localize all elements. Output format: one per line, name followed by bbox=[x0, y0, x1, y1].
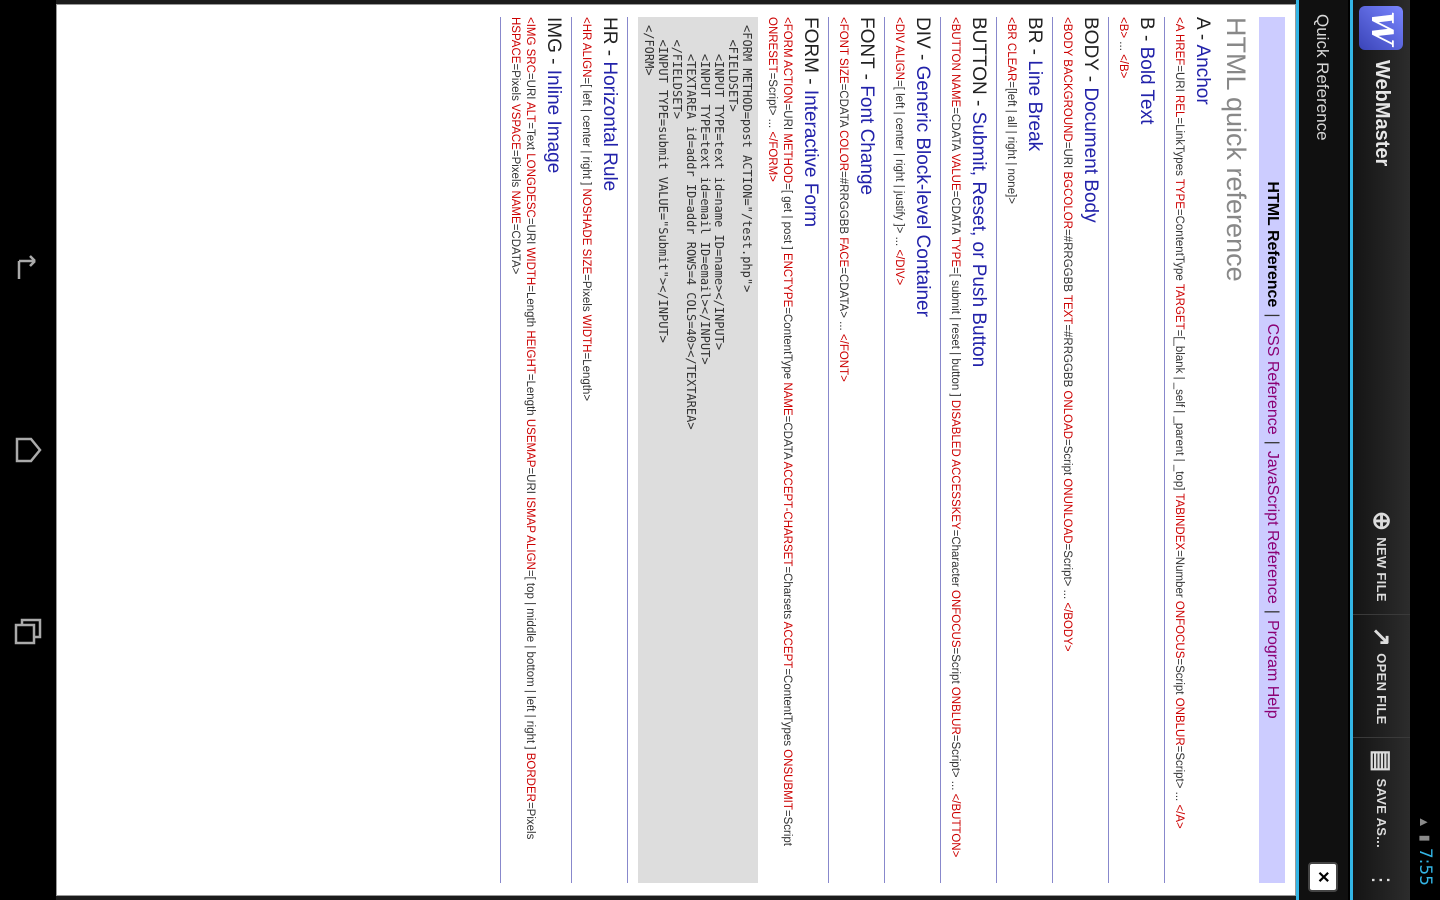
syntax-tag: <A bbox=[1173, 17, 1185, 31]
entry-title bbox=[1023, 17, 1045, 883]
entry-title bbox=[598, 17, 620, 883]
syntax-attribute: COLOR bbox=[837, 130, 849, 172]
nav-separator: | bbox=[1264, 609, 1281, 614]
entry-description: Horizontal Rule bbox=[599, 61, 620, 192]
syntax-attribute: REL bbox=[1173, 94, 1185, 118]
entry-syntax bbox=[1115, 17, 1130, 883]
syntax-attribute: ALIGN bbox=[893, 42, 905, 80]
syntax-tag: </BODY> bbox=[1061, 602, 1073, 652]
save-as-button[interactable] bbox=[1353, 737, 1410, 860]
syntax-tag: </FORM> bbox=[766, 131, 778, 182]
entry-title bbox=[967, 17, 989, 883]
entry-description: Line Break bbox=[1024, 60, 1045, 152]
syntax-value: =URI bbox=[524, 72, 536, 103]
syntax-value: =URI bbox=[1173, 65, 1185, 95]
action-bar bbox=[1350, 0, 1410, 900]
syntax-value: =CDATA bbox=[949, 107, 961, 154]
entry-dash: - bbox=[856, 68, 877, 86]
syntax-value: =CDATA> bbox=[509, 223, 521, 275]
entry-description: Document Body bbox=[1080, 87, 1101, 223]
reference-entry-a bbox=[1164, 17, 1220, 883]
syntax-value: =URI bbox=[1061, 141, 1073, 172]
entry-tag: FORM bbox=[800, 17, 821, 73]
syntax-attribute: SRC bbox=[524, 45, 536, 73]
syntax-attribute: VSPACE bbox=[509, 104, 521, 150]
syntax-value: =Script bbox=[1173, 658, 1185, 698]
syntax-value: =Length bbox=[524, 373, 536, 419]
syntax-attribute: WIDTH bbox=[580, 314, 592, 353]
entry-dash: - bbox=[912, 48, 933, 66]
app-logo-icon: W bbox=[1360, 6, 1404, 50]
syntax-tag: <B> bbox=[1117, 17, 1129, 39]
entry-title bbox=[1191, 17, 1213, 883]
syntax-tag: <IMG bbox=[524, 17, 536, 46]
syntax-attribute: ONUNLOAD bbox=[1061, 478, 1073, 544]
syntax-tag: <FONT bbox=[837, 17, 849, 55]
entry-syntax bbox=[947, 17, 962, 883]
open-file-label: OPEN FILE bbox=[1374, 653, 1389, 725]
syntax-attribute: ISMAP ALIGN bbox=[524, 497, 536, 570]
syntax-value: =[ left | center | right ] bbox=[580, 77, 592, 189]
syntax-value: =Script bbox=[949, 647, 961, 687]
syntax-value: =Script bbox=[781, 809, 793, 847]
reference-entry-img bbox=[500, 17, 571, 883]
entry-tag: A bbox=[1192, 17, 1213, 29]
syntax-tag: <BODY bbox=[1061, 17, 1073, 57]
syntax-value: =ContentTypes bbox=[781, 668, 793, 750]
syntax-value: =[ get | post ] bbox=[781, 183, 793, 253]
syntax-attribute: NAME bbox=[781, 382, 793, 416]
syntax-value: =Charsets bbox=[781, 566, 793, 622]
app-title: WebMaster bbox=[1371, 60, 1393, 167]
syntax-attribute: ACTION bbox=[781, 57, 793, 104]
nav-link-program-help[interactable]: Program Help bbox=[1264, 619, 1281, 719]
entry-tag: IMG bbox=[543, 17, 564, 53]
syntax-attribute: ACCEPT-CHARSET bbox=[781, 461, 793, 567]
syntax-attribute: ENCTYPE bbox=[781, 252, 793, 308]
reference-entry-b bbox=[1108, 17, 1164, 883]
action-buttons bbox=[1353, 499, 1410, 900]
entry-syntax bbox=[578, 17, 593, 883]
reference-entry-form bbox=[627, 17, 828, 883]
reference-entry-br bbox=[996, 17, 1052, 883]
entry-title bbox=[1079, 17, 1101, 883]
entry-syntax bbox=[1059, 17, 1074, 883]
syntax-attribute: DISABLED ACCESSKEY bbox=[949, 399, 961, 530]
syntax-value: =URI bbox=[781, 103, 793, 134]
syntax-attribute: TEXT bbox=[1061, 294, 1073, 325]
entry-dash: - bbox=[1080, 70, 1101, 88]
syntax-value: =CDATA bbox=[949, 190, 961, 237]
status-clock: 7:55 bbox=[1415, 847, 1435, 886]
entry-description: Anchor bbox=[1192, 44, 1213, 105]
syntax-value: =Script> ... bbox=[1061, 543, 1073, 603]
syntax-attribute: NAME bbox=[509, 190, 521, 224]
syntax-tag: </BUTTON> bbox=[949, 793, 961, 858]
entry-dash: - bbox=[800, 72, 821, 90]
recent-apps-icon[interactable] bbox=[8, 612, 48, 652]
reference-entries bbox=[500, 5, 1220, 895]
open-file-button[interactable] bbox=[1353, 614, 1410, 737]
syntax-tag: <BR bbox=[1005, 17, 1017, 40]
reference-entry-font bbox=[828, 17, 884, 883]
syntax-value: =[_blank | _self | _parent | _top] bbox=[1173, 329, 1185, 494]
syntax-value: =Length> bbox=[580, 352, 592, 402]
syntax-tag: <BUTTON bbox=[949, 17, 961, 71]
syntax-value: =[left | all | right | none]> bbox=[1005, 81, 1017, 205]
syntax-tag: <FORM bbox=[781, 17, 793, 58]
entry-syntax bbox=[1171, 17, 1186, 883]
syntax-tag: </FONT> bbox=[837, 333, 849, 382]
close-button[interactable]: × bbox=[1308, 862, 1338, 892]
syntax-value: =URI bbox=[524, 217, 536, 248]
syntax-attribute: HSPACE bbox=[509, 17, 521, 64]
syntax-value: =#RRGGBB bbox=[1061, 228, 1073, 295]
entry-tag: BUTTON bbox=[968, 17, 989, 95]
home-icon[interactable] bbox=[8, 430, 48, 470]
syntax-attribute: SIZE bbox=[837, 54, 849, 84]
syntax-attribute: BACKGROUND bbox=[1061, 56, 1073, 142]
syntax-attribute: ONRESET bbox=[766, 17, 778, 73]
nav-separator: | bbox=[1264, 313, 1281, 318]
syntax-value: =Character bbox=[949, 529, 961, 591]
syntax-value: =[ submit | reset | button ] bbox=[949, 267, 961, 400]
syntax-tag: </A> bbox=[1173, 804, 1185, 829]
save-as-label: SAVE AS... bbox=[1374, 778, 1389, 848]
entry-tag: DIV bbox=[912, 17, 933, 49]
syntax-attribute: TYPE bbox=[1173, 178, 1185, 209]
syntax-value: =Length bbox=[524, 285, 536, 331]
reference-webview[interactable] bbox=[56, 4, 1296, 896]
entry-title bbox=[799, 17, 821, 883]
nav-link-javascript[interactable]: JavaScript Reference bbox=[1264, 450, 1281, 604]
syntax-attribute: VALUE bbox=[949, 153, 961, 191]
syntax-value: =Pixels bbox=[524, 801, 536, 840]
dialog-title: Quick Reference bbox=[1313, 14, 1332, 141]
syntax-value: =CDATA bbox=[781, 415, 793, 462]
entry-syntax bbox=[835, 17, 850, 883]
reference-entry-hr bbox=[571, 17, 627, 883]
plus-circle-icon: ⊕ bbox=[1368, 510, 1396, 532]
dialog-header bbox=[1296, 0, 1348, 900]
syntax-value: =ContentType bbox=[1173, 208, 1185, 284]
nav-link-css[interactable]: CSS Reference bbox=[1264, 323, 1281, 435]
entry-tag: HR bbox=[599, 17, 620, 45]
entry-syntax bbox=[507, 17, 537, 883]
syntax-attribute: BORDER bbox=[524, 752, 536, 802]
syntax-value: =[ top | middle | bottom | left | right ] bbox=[524, 569, 536, 753]
reference-entry-body bbox=[1052, 17, 1108, 883]
syntax-attribute: TARGET bbox=[1173, 283, 1185, 330]
battery-icon: ▮ bbox=[1418, 834, 1433, 842]
entry-tag: BODY bbox=[1080, 17, 1101, 71]
entry-title bbox=[542, 17, 564, 883]
syntax-attribute: LONGDESC bbox=[524, 153, 536, 218]
reference-entry-button bbox=[940, 17, 996, 883]
quick-reference-dialog bbox=[56, 0, 1348, 900]
signal-icon: ▲ bbox=[1417, 815, 1433, 829]
page-heading: HTML quick reference bbox=[1221, 17, 1251, 282]
open-file-icon: ↗ bbox=[1368, 626, 1396, 648]
entry-tag: B bbox=[1136, 17, 1157, 30]
entry-description: Generic Block-level Container bbox=[912, 65, 933, 317]
entry-syntax bbox=[764, 17, 794, 883]
entry-dash: - bbox=[1192, 28, 1213, 45]
syntax-value: =CDATA> ... bbox=[837, 267, 849, 334]
entry-tag: FONT bbox=[856, 17, 877, 69]
syntax-value: =Pixels bbox=[509, 149, 521, 191]
rotated-screen bbox=[56, 0, 1440, 900]
syntax-value: =[ left | center | right | justify ]> ... bbox=[893, 79, 905, 250]
entry-dash: - bbox=[543, 52, 564, 70]
entry-dash: - bbox=[599, 44, 620, 62]
syntax-attribute: ALIGN bbox=[580, 40, 592, 78]
syntax-value: =#RRGGBB bbox=[837, 171, 849, 238]
entry-dash: - bbox=[968, 94, 989, 112]
entry-dash: - bbox=[1136, 29, 1157, 47]
entry-title bbox=[855, 17, 877, 883]
entry-tag: BR bbox=[1024, 17, 1045, 44]
syntax-tag: <DIV bbox=[893, 17, 905, 43]
syntax-value: =Script bbox=[1061, 439, 1073, 479]
syntax-value: =Pixels bbox=[580, 274, 592, 315]
save-icon: ▤ bbox=[1368, 749, 1396, 773]
syntax-attribute: ONLOAD bbox=[1061, 390, 1073, 440]
entry-description: Inline Image bbox=[543, 69, 564, 174]
syntax-attribute: ONFOCUS bbox=[1173, 600, 1185, 659]
overflow-menu-icon[interactable]: ⋮ bbox=[1369, 869, 1395, 891]
syntax-attribute: HREF bbox=[1173, 30, 1185, 66]
entry-syntax bbox=[891, 17, 906, 883]
syntax-attribute: NAME bbox=[949, 70, 961, 108]
system-navigation-bar bbox=[0, 0, 56, 900]
syntax-tag: <HR bbox=[580, 17, 592, 41]
nav-current-html: HTML Reference bbox=[1264, 181, 1281, 308]
syntax-attribute: ONBLUR bbox=[949, 686, 961, 735]
syntax-tag: </B> bbox=[1117, 54, 1129, 79]
syntax-value: =URI bbox=[524, 467, 536, 498]
syntax-attribute: METHOD bbox=[781, 133, 793, 184]
new-file-button[interactable] bbox=[1353, 499, 1410, 614]
syntax-attribute: TABINDEX bbox=[1173, 493, 1185, 551]
syntax-value: =ContentType bbox=[781, 307, 793, 383]
status-bar bbox=[1410, 0, 1440, 900]
syntax-value: =Script> ... bbox=[949, 734, 961, 794]
entry-description: Submit, Reset, or Push Button bbox=[968, 111, 989, 368]
syntax-value: =Pixels bbox=[509, 63, 521, 105]
syntax-attribute: ONFOCUS bbox=[949, 590, 961, 648]
syntax-attribute: TYPE bbox=[949, 236, 961, 268]
entry-description: Font Change bbox=[856, 85, 877, 196]
syntax-value: =Script> ... bbox=[766, 72, 778, 132]
syntax-attribute: ONSUBMIT bbox=[781, 749, 793, 810]
syntax-attribute: CLEAR bbox=[1005, 39, 1017, 82]
syntax-value: =#RRGGBB bbox=[1061, 324, 1073, 391]
syntax-attribute: ONBLUR bbox=[1173, 697, 1185, 746]
syntax-attribute: USEMAP bbox=[524, 418, 536, 468]
syntax-value: =Text bbox=[524, 122, 536, 154]
entry-description: Interactive Form bbox=[800, 89, 821, 228]
syntax-attribute: WIDTH bbox=[524, 247, 536, 286]
entry-title bbox=[1135, 17, 1157, 883]
syntax-value: ... bbox=[1117, 38, 1129, 55]
syntax-attribute: BGCOLOR bbox=[1061, 171, 1073, 229]
syntax-attribute: NOSHADE SIZE bbox=[580, 188, 592, 275]
back-icon[interactable] bbox=[8, 250, 48, 290]
reference-nav bbox=[1259, 17, 1285, 883]
entry-description: Bold Text bbox=[1136, 46, 1157, 125]
syntax-attribute: FACE bbox=[837, 237, 849, 268]
entry-syntax bbox=[1003, 17, 1018, 883]
new-file-label: NEW FILE bbox=[1374, 537, 1389, 602]
syntax-tag: </DIV> bbox=[893, 249, 905, 286]
syntax-value: =Number bbox=[1173, 550, 1185, 601]
syntax-value: =LinkTypes bbox=[1173, 117, 1185, 179]
syntax-attribute: HEIGHT bbox=[524, 330, 536, 374]
entry-title bbox=[911, 17, 933, 883]
syntax-attribute: ALT bbox=[524, 102, 536, 123]
syntax-value: =Script> ... bbox=[1173, 745, 1185, 805]
entry-dash: - bbox=[1024, 43, 1045, 61]
syntax-attribute: ACCEPT bbox=[781, 621, 793, 669]
nav-separator: | bbox=[1264, 440, 1281, 445]
code-example: <FORM METHOD=post ACTION="/test.php"> <FIELDSET> <INPUT TYPE=text id=name ID=name></INPUT> <INPUT TYPE=text id=email ID=email></INPUT> <TEXTAREA id=addr ID=addr ROWS=4 COLS=40></TEXTAREA> </FIELDSET> <INPUT TYPE=submit VALUE="Submit"></INPUT> </FORM> bbox=[638, 17, 758, 883]
syntax-value: =CDATA bbox=[837, 83, 849, 131]
reference-entry-div bbox=[884, 17, 940, 883]
